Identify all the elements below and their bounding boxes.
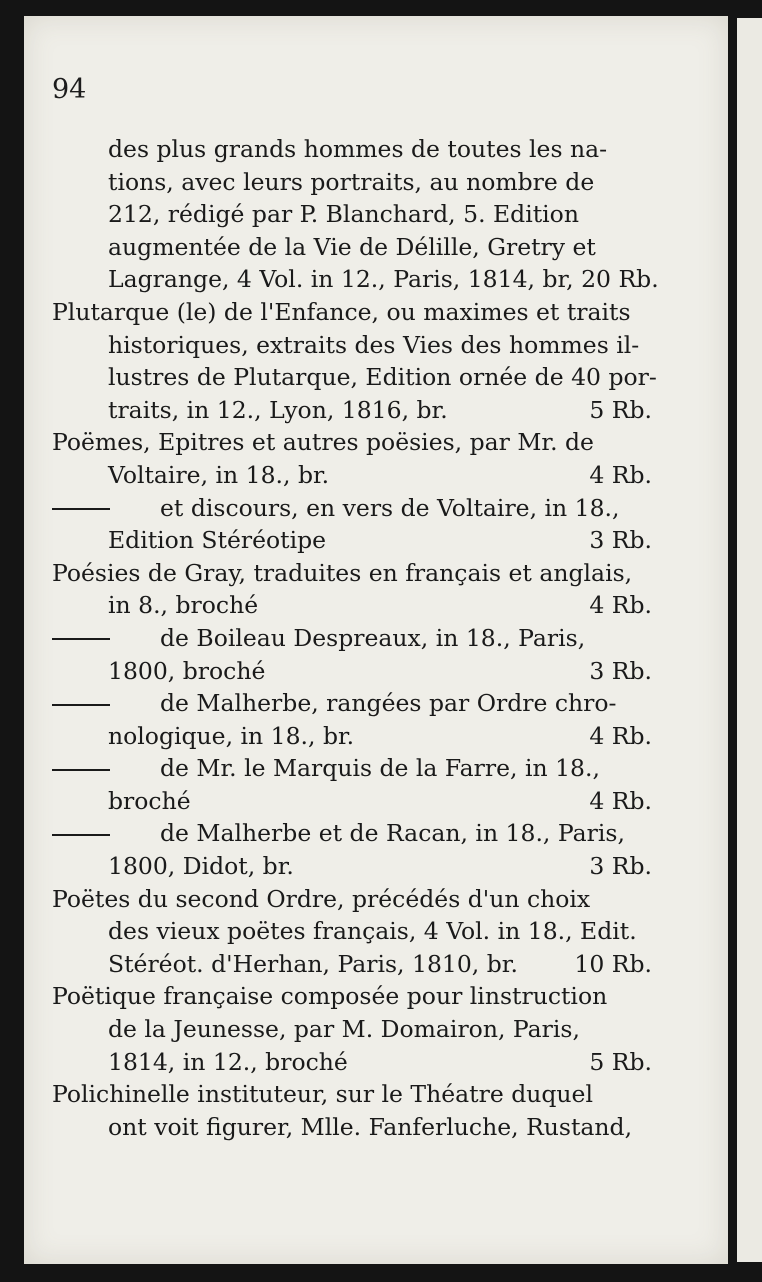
entry-line [52,231,652,264]
catalog-entry [52,296,657,426]
price: 4 Rb. [589,786,652,815]
entry-line [52,980,652,1013]
line-content: Poésies de Gray, traduites en français et anglais, [52,558,633,587]
line-text [108,589,258,622]
entry-line [52,850,652,883]
line-text [52,296,631,329]
line-content: 1800, Didot, br. [108,852,294,881]
line-content: de Mr. le Marquis de la Farre, in 18., [160,754,600,783]
entry-line [52,752,652,785]
entry-line [52,263,659,296]
line-text [108,1046,348,1079]
line-text [52,1078,593,1111]
ditto-dash [52,638,110,640]
price: 5 Rb. [589,1047,652,1076]
entry-line [52,720,652,753]
line-content: 1814, in 12., broché [108,1047,348,1076]
line-text [108,459,329,492]
line-content: de Boileau Despreaux, in 18., Paris, [160,623,586,652]
catalog-entry [52,426,652,491]
entry-line [52,133,652,166]
line-content: ont voit figurer, Mlle. Fanferluche, Rustand, [108,1112,633,1141]
line-text [108,198,579,231]
line-content: Poëmes, Epitres et autres poësies, par Mr. de [52,428,594,457]
ditto-dash [52,769,110,771]
line-content: de Malherbe, rangées par Ordre chro- [160,689,617,718]
entry-line [52,915,652,948]
entry-line [52,687,652,720]
catalog-entry [52,557,652,622]
entry-line [52,361,657,394]
line-text [52,980,607,1013]
catalog-entry [52,1078,652,1143]
entry-line [52,1013,652,1046]
line-content: Stéréot. d'Herhan, Paris, 1810, br. [108,949,518,978]
line-content: Lagrange, 4 Vol. in 12., Paris, 1814, br, 20 Rb. [108,265,659,294]
line-content: tions, avec leurs portraits, au nombre de [108,167,595,196]
line-content: traits, in 12., Lyon, 1816, br. [108,395,448,424]
price: 4 Rb. [589,460,652,489]
line-content: de Malherbe et de Racan, in 18., Paris, [160,819,625,848]
line-text [108,948,518,981]
line-text [52,557,632,590]
line-content: de la Jeunesse, par M. Domairon, Paris, [108,1015,580,1044]
line-text [52,426,594,459]
line-content: Poëtique française composée pour linstruction [52,982,608,1011]
price: 4 Rb. [589,591,652,620]
entry-line [52,589,652,622]
line-content: 212, rédigé par P. Blanchard, 5. Edition [108,200,579,229]
entry-line [52,198,652,231]
line-text [108,785,191,818]
line-content: nologique, in 18., br. [108,721,355,750]
price: 3 Rb. [589,852,652,881]
entry-line [52,557,652,590]
line-content: 1800, broché [108,656,266,685]
entry-line [52,524,652,557]
entry-line [52,426,652,459]
line-content: Voltaire, in 18., br. [108,460,330,489]
book-page [24,16,728,1264]
entry-line [52,1078,652,1111]
entry-line [52,655,652,688]
line-text [52,687,616,720]
ditto-dash [52,508,110,510]
line-text [108,850,294,883]
catalog-entry [52,980,652,1078]
catalog-entry [52,687,652,752]
line-text [108,394,448,427]
line-text [52,622,585,655]
line-text [52,817,625,850]
line-content: des plus grands hommes de toutes les na- [108,135,608,163]
line-content: Polichinelle instituteur, sur le Théatre duquel [52,1080,593,1109]
line-content: des vieux poëtes français, 4 Vol. in 18., Edit. [108,917,637,946]
line-content: augmentée de la Vie de Délille, Gretry et [108,232,596,261]
entry-line [52,785,652,818]
ditto-dash [52,834,110,836]
price: 4 Rb. [589,721,652,750]
page-number: 94 [52,74,87,105]
price: 3 Rb. [589,526,652,555]
line-text [108,1013,580,1046]
line-content: Plutarque (le) de l'Enfance, ou maximes et traits [52,297,631,326]
catalog-entry [52,817,652,882]
line-content: in 8., broché [108,591,259,620]
entry-line [52,166,652,199]
line-content: Poëtes du second Ordre, précédés d'un choix [52,884,591,913]
line-text [108,1111,632,1144]
price: 10 Rb. [574,949,652,978]
entry-line [52,296,652,329]
entry-line [52,459,652,492]
entry-line [52,1046,652,1079]
ditto-dash [52,704,110,706]
adjacent-page-edge [737,18,762,1262]
line-text [108,915,637,948]
catalog-entry [52,133,659,296]
price: 3 Rb. [589,656,652,685]
entry-line [52,329,652,362]
line-text [108,133,607,166]
catalog-entry [52,622,652,687]
entry-line [52,622,652,655]
line-text [52,883,590,916]
line-text [52,492,620,525]
line-text [108,361,657,394]
line-text [108,329,639,362]
line-text [108,231,596,264]
line-content: broché [108,786,191,815]
line-text [108,720,354,753]
entry-line [52,817,652,850]
line-text [108,655,265,688]
line-content: historiques, extraits des Vies des hommes il- [108,330,640,359]
catalog-text [52,133,659,1143]
line-content: et discours, en vers de Voltaire, in 18., [160,493,620,522]
catalog-entry [52,883,652,981]
entry-line [52,883,652,916]
line-content: Edition Stéréotipe [108,526,327,555]
line-text [108,166,594,199]
line-text [108,263,659,296]
price: 5 Rb. [589,395,652,424]
entry-line [52,948,652,981]
line-text [108,524,326,557]
entry-line [52,1111,652,1144]
catalog-entry [52,752,652,817]
line-text [52,752,600,785]
line-content: lustres de Plutarque, Edition ornée de 40 por- [108,363,657,392]
catalog-entry [52,492,652,557]
entry-line [52,492,652,525]
entry-line [52,394,652,427]
